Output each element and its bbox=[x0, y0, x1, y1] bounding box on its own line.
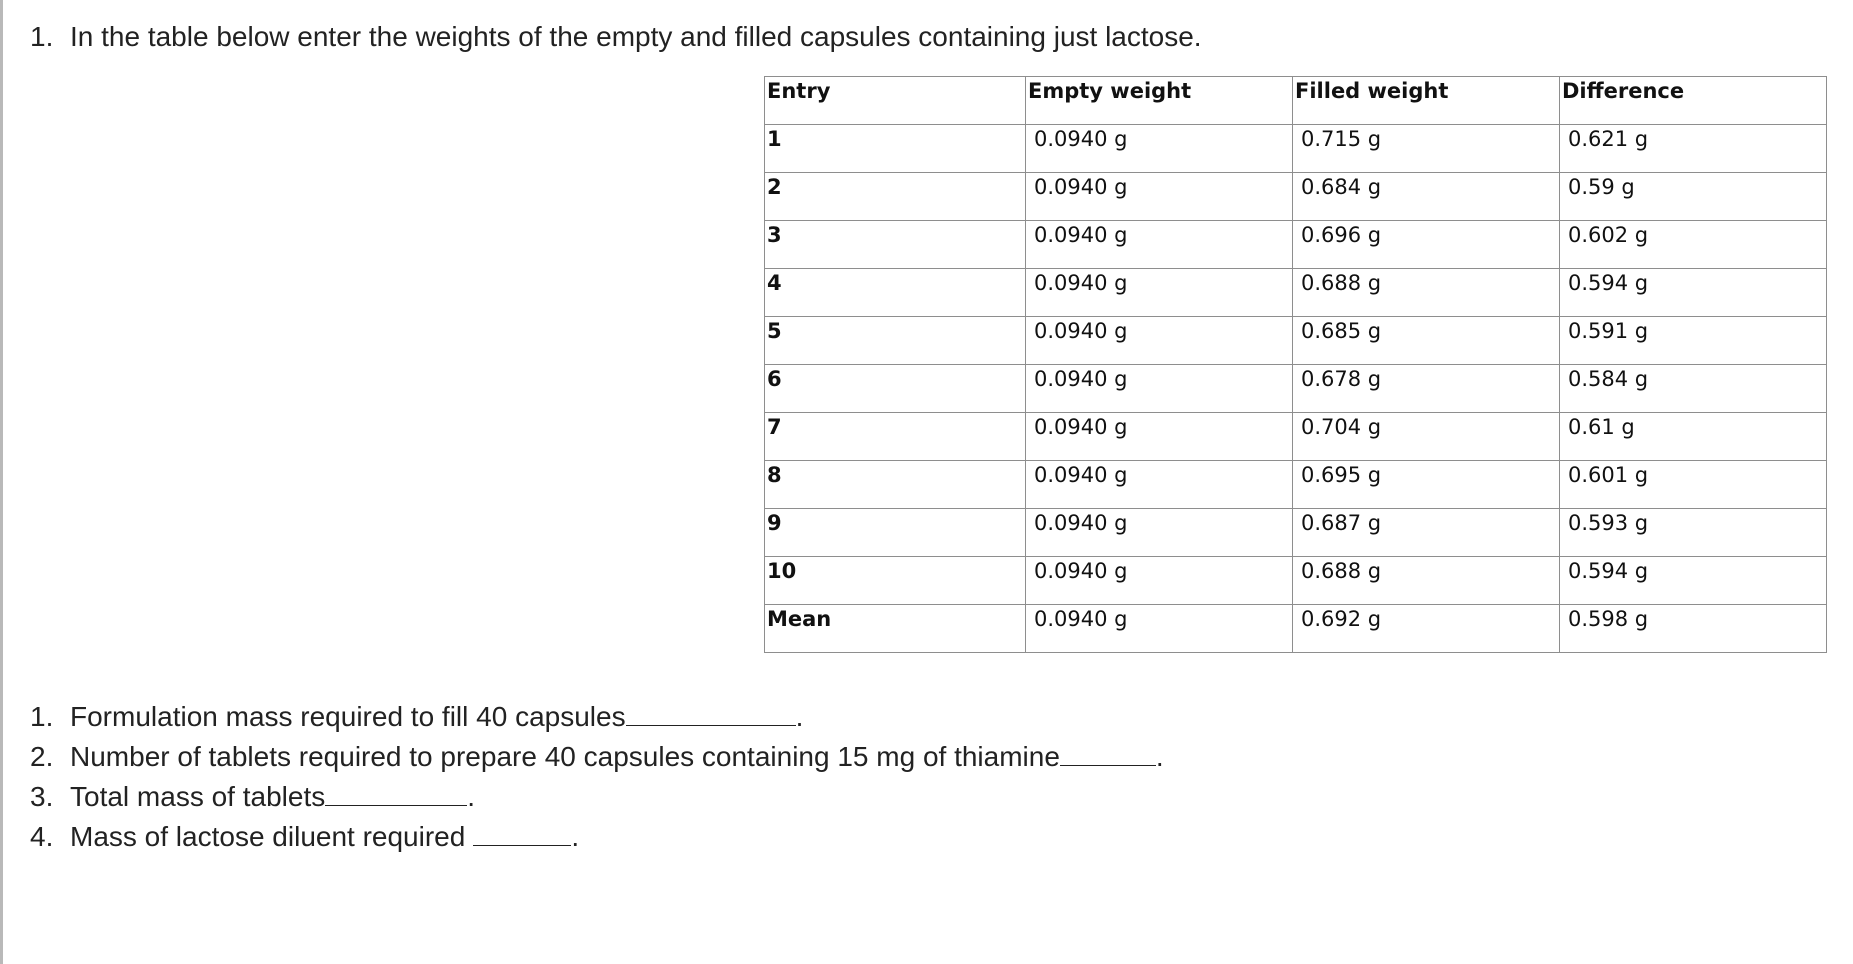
empty-weight-cell: 0.0940 g bbox=[1026, 365, 1293, 413]
question-number: 3. bbox=[30, 781, 54, 812]
question-number: 4. bbox=[30, 821, 54, 852]
entry-cell: 4 bbox=[765, 269, 1026, 317]
answer-blank[interactable] bbox=[1060, 739, 1156, 766]
question-list bbox=[30, 697, 1164, 857]
difference-cell: 0.601 g bbox=[1560, 461, 1827, 509]
capsule-weights-table bbox=[764, 76, 1827, 653]
filled-weight-cell: 0.715 g bbox=[1293, 125, 1560, 173]
header-filled-weight: Filled weight bbox=[1293, 77, 1560, 125]
question-item bbox=[30, 737, 1164, 777]
table-row bbox=[765, 365, 1827, 413]
filled-weight-cell: 0.692 g bbox=[1293, 605, 1560, 653]
table-row bbox=[765, 125, 1827, 173]
entry-cell: 10 bbox=[765, 557, 1026, 605]
filled-weight-cell: 0.695 g bbox=[1293, 461, 1560, 509]
intro-question bbox=[30, 20, 1202, 54]
intro-question-text: In the table below enter the weights of the empty and filled capsules containing just lactose. bbox=[70, 21, 1202, 52]
answer-blank[interactable] bbox=[473, 819, 571, 846]
answer-blank[interactable] bbox=[626, 699, 796, 726]
difference-cell: 0.621 g bbox=[1560, 125, 1827, 173]
header-entry: Entry bbox=[765, 77, 1026, 125]
filled-weight-cell: 0.704 g bbox=[1293, 413, 1560, 461]
question-item bbox=[30, 697, 1164, 737]
table-row bbox=[765, 461, 1827, 509]
empty-weight-cell: 0.0940 g bbox=[1026, 173, 1293, 221]
difference-cell: 0.594 g bbox=[1560, 557, 1827, 605]
question-number: 2. bbox=[30, 741, 54, 772]
difference-cell: 0.593 g bbox=[1560, 509, 1827, 557]
difference-cell: 0.594 g bbox=[1560, 269, 1827, 317]
header-difference: Difference bbox=[1560, 77, 1827, 125]
entry-cell: 9 bbox=[765, 509, 1026, 557]
intro-question-number: 1. bbox=[30, 21, 54, 52]
header-empty-weight: Empty weight bbox=[1026, 77, 1293, 125]
question-suffix: . bbox=[571, 821, 580, 852]
filled-weight-cell: 0.685 g bbox=[1293, 317, 1560, 365]
entry-cell: 8 bbox=[765, 461, 1026, 509]
question-text: Number of tablets required to prepare 40 capsules containing 15 mg of thiamine bbox=[70, 741, 1060, 772]
answer-blank[interactable] bbox=[325, 779, 467, 806]
difference-cell: 0.61 g bbox=[1560, 413, 1827, 461]
question-suffix: . bbox=[1155, 741, 1164, 772]
question-text: Formulation mass required to fill 40 capsules bbox=[70, 701, 626, 732]
question-item bbox=[30, 817, 1164, 857]
left-edge-border bbox=[0, 0, 3, 964]
table-row bbox=[765, 221, 1827, 269]
table-row-mean bbox=[765, 605, 1827, 653]
difference-cell: 0.584 g bbox=[1560, 365, 1827, 413]
table-row bbox=[765, 173, 1827, 221]
empty-weight-cell: 0.0940 g bbox=[1026, 317, 1293, 365]
question-number: 1. bbox=[30, 701, 54, 732]
table-row bbox=[765, 413, 1827, 461]
question-suffix: . bbox=[795, 701, 804, 732]
filled-weight-cell: 0.688 g bbox=[1293, 269, 1560, 317]
empty-weight-cell: 0.0940 g bbox=[1026, 461, 1293, 509]
empty-weight-cell: 0.0940 g bbox=[1026, 125, 1293, 173]
empty-weight-cell: 0.0940 g bbox=[1026, 557, 1293, 605]
filled-weight-cell: 0.678 g bbox=[1293, 365, 1560, 413]
difference-cell: 0.602 g bbox=[1560, 221, 1827, 269]
empty-weight-cell: 0.0940 g bbox=[1026, 605, 1293, 653]
question-text: Mass of lactose diluent required bbox=[70, 821, 466, 852]
question-item bbox=[30, 777, 1164, 817]
entry-cell: 2 bbox=[765, 173, 1026, 221]
table-row bbox=[765, 557, 1827, 605]
table-header-row bbox=[765, 77, 1827, 125]
empty-weight-cell: 0.0940 g bbox=[1026, 269, 1293, 317]
entry-cell: 5 bbox=[765, 317, 1026, 365]
entry-cell: Mean bbox=[765, 605, 1026, 653]
empty-weight-cell: 0.0940 g bbox=[1026, 221, 1293, 269]
difference-cell: 0.598 g bbox=[1560, 605, 1827, 653]
question-text: Total mass of tablets bbox=[70, 781, 326, 812]
filled-weight-cell: 0.688 g bbox=[1293, 557, 1560, 605]
difference-cell: 0.591 g bbox=[1560, 317, 1827, 365]
difference-cell: 0.59 g bbox=[1560, 173, 1827, 221]
table-row bbox=[765, 317, 1827, 365]
entry-cell: 7 bbox=[765, 413, 1026, 461]
entry-cell: 6 bbox=[765, 365, 1026, 413]
filled-weight-cell: 0.696 g bbox=[1293, 221, 1560, 269]
filled-weight-cell: 0.684 g bbox=[1293, 173, 1560, 221]
entry-cell: 3 bbox=[765, 221, 1026, 269]
table-row bbox=[765, 269, 1827, 317]
question-suffix: . bbox=[467, 781, 476, 812]
entry-cell: 1 bbox=[765, 125, 1026, 173]
empty-weight-cell: 0.0940 g bbox=[1026, 413, 1293, 461]
table-row bbox=[765, 509, 1827, 557]
filled-weight-cell: 0.687 g bbox=[1293, 509, 1560, 557]
empty-weight-cell: 0.0940 g bbox=[1026, 509, 1293, 557]
